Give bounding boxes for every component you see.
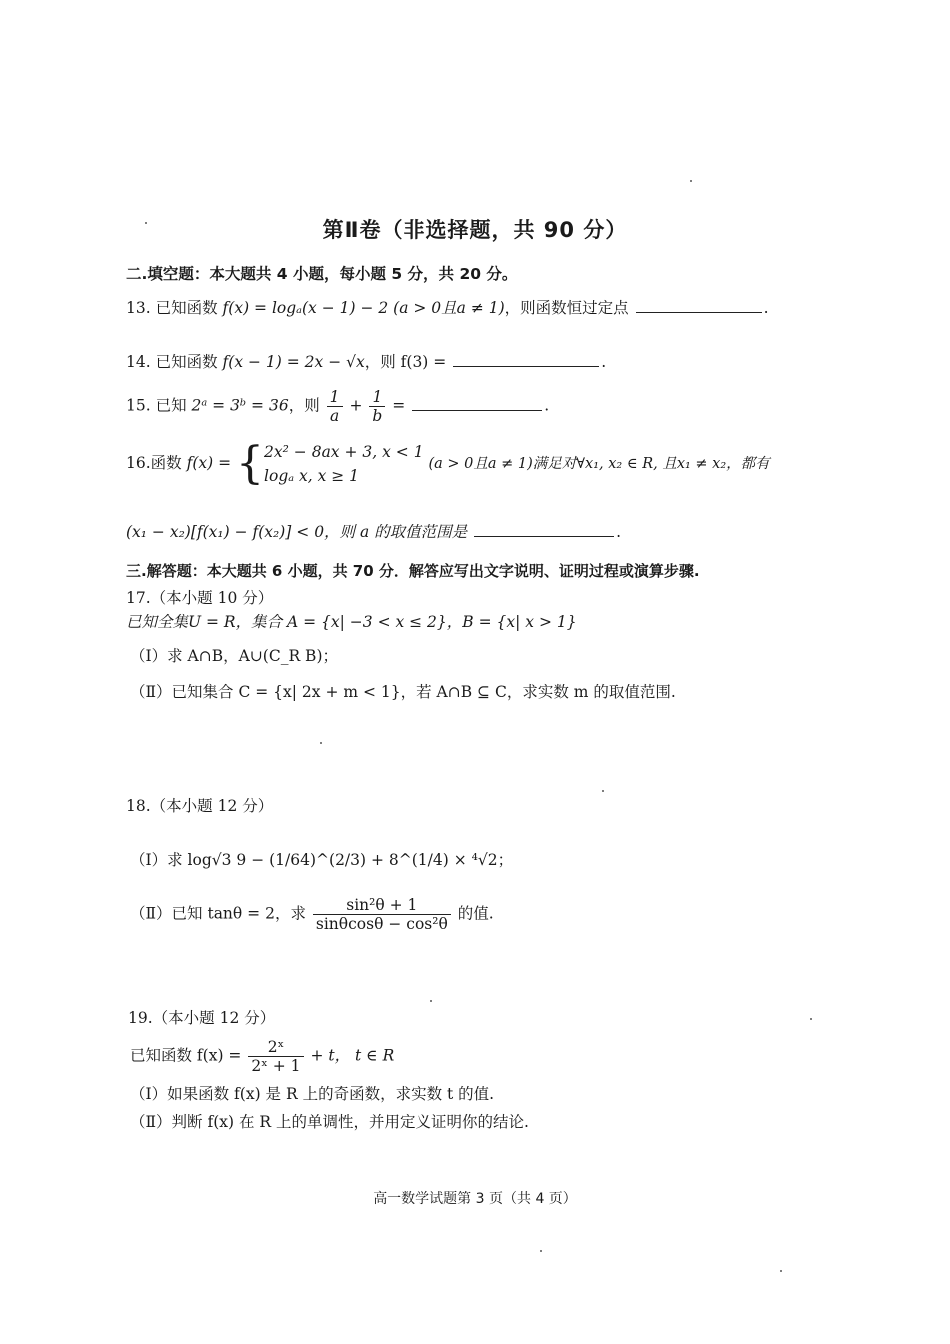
question-15: [126, 388, 549, 425]
scan-speck: [320, 742, 322, 744]
q16-condition: (a > 0且a ≠ 1)满足对∀x₁, x₂ ∈ R, 且x₁ ≠ x₂，都有: [428, 456, 770, 472]
scan-speck: [780, 1270, 782, 1272]
q15-prefix: 已知: [155, 396, 187, 415]
q16-end: .: [616, 523, 622, 541]
q18-fraction: $\frac{\text{sin²θ + 1}}{\text{sinθcosθ − cos²θ}}$: [313, 896, 451, 933]
q14-suffix: ，则 f(3) =: [364, 353, 447, 371]
q13-prefix: 已知函数: [155, 299, 218, 317]
q16-fx: f(x) =: [186, 454, 232, 472]
scan-speck: [810, 1018, 812, 1020]
q18-part2-suffix: 的值.: [457, 904, 494, 923]
q13-answer-blank[interactable]: [636, 296, 762, 313]
q15-answer-blank[interactable]: [412, 394, 542, 411]
q14-prefix: 已知函数: [155, 353, 218, 371]
scan-speck: [690, 180, 692, 182]
q16-piecewise: { 2x² − 8ax + 3, x < 1 logₐ x, x ≥ 1: [236, 438, 424, 489]
q15-fraction-2: $\frac{1}{b}$: [369, 388, 385, 425]
q15-expr: 2ᵃ = 3ᵇ = 36: [191, 396, 289, 415]
q17-part2: （Ⅱ）已知集合 C = {x| 2x + m < 1}，若 A∩B ⊆ C，求实数 m 的取值范围.: [130, 683, 676, 701]
q16-prefix: 函数: [150, 454, 182, 472]
question-16: [126, 440, 770, 488]
q13-suffix: ，则函数恒过定点: [504, 299, 629, 317]
q16-num: 16.: [126, 454, 151, 472]
q17-title: 17.（本小题 10 分）: [126, 589, 274, 607]
q16-answer-blank[interactable]: [474, 520, 614, 537]
part2-heading: 二.填空题：本大题共 4 小题，每小题 5 分，共 20 分。: [126, 265, 518, 283]
q14-expr: f(x − 1) = 2x − √x: [222, 353, 365, 371]
scan-speck: [540, 1250, 542, 1252]
q19-stem: [130, 1038, 394, 1075]
q16-line2: (x₁ − x₂)[f(x₁) − f(x₂)] < 0，则 a 的取值范围是: [126, 523, 468, 541]
q15-fraction-1: $\frac{1}{a}$: [327, 388, 343, 425]
q15-equals: =: [392, 396, 406, 415]
q19-fraction: $\frac{\text{2ˣ}}{\text{2ˣ + 1}}$: [248, 1038, 303, 1075]
q14-num: 14.: [126, 353, 151, 371]
q17-stem: 已知全集U = R，集合 A = {x| −3 < x ≤ 2}，B = {x| x > 1}: [126, 613, 577, 631]
q13-expr: f(x) = logₐ(x − 1) − 2 (a > 0且a ≠ 1): [222, 299, 505, 317]
q17-part1: （Ⅰ）求 A∩B，A∪(C_R B)；: [130, 647, 338, 665]
q15-end: .: [544, 396, 550, 415]
q15-num: 15.: [126, 396, 151, 415]
q19-part1: （Ⅰ）如果函数 f(x) 是 R 上的奇函数，求实数 t 的值.: [130, 1085, 495, 1103]
q14-answer-blank[interactable]: [453, 350, 599, 367]
q19-stem-prefix: 已知函数 f(x) =: [130, 1046, 242, 1065]
part3-heading: 三.解答题：本大题共 6 小题，共 70 分．解答应写出文字说明、证明过程或演算步骤.: [126, 562, 700, 580]
q14-end: .: [601, 353, 607, 371]
question-14: [126, 350, 606, 372]
q19-title: 19.（本小题 12 分）: [128, 1009, 276, 1027]
q15-plus: +: [349, 396, 363, 415]
question-16-line2: [126, 520, 621, 542]
q19-part2: （Ⅱ）判断 f(x) 在 R 上的单调性，并用定义证明你的结论.: [130, 1113, 529, 1131]
scan-speck: [430, 1000, 432, 1002]
q13-end: .: [763, 299, 769, 317]
q18-title: 18.（本小题 12 分）: [126, 797, 274, 815]
scan-speck: [602, 790, 604, 792]
question-13: [126, 296, 769, 318]
q15-mid: ，则: [288, 396, 320, 415]
q18-part1: （Ⅰ）求 log√3 9 − (1/64)^(2/3) + 8^(1/4) × ⁴√2；: [130, 851, 514, 869]
q13-num: 13.: [126, 299, 151, 317]
q18-part2: [130, 896, 494, 933]
q16-case-2: logₐ x, x ≥ 1: [264, 467, 360, 485]
scan-speck: [145, 222, 147, 224]
page-footer: 高一数学试题第 3 页（共 4 页）: [373, 1191, 577, 1207]
section-title: 第Ⅱ卷（非选择题，共 90 分）: [322, 218, 628, 242]
q18-part2-prefix: （Ⅱ）已知 tanθ = 2，求: [130, 904, 306, 923]
q19-stem-suffix: + t， t ∈ R: [310, 1046, 395, 1065]
q16-case-1: 2x² − 8ax + 3, x < 1: [264, 443, 424, 461]
